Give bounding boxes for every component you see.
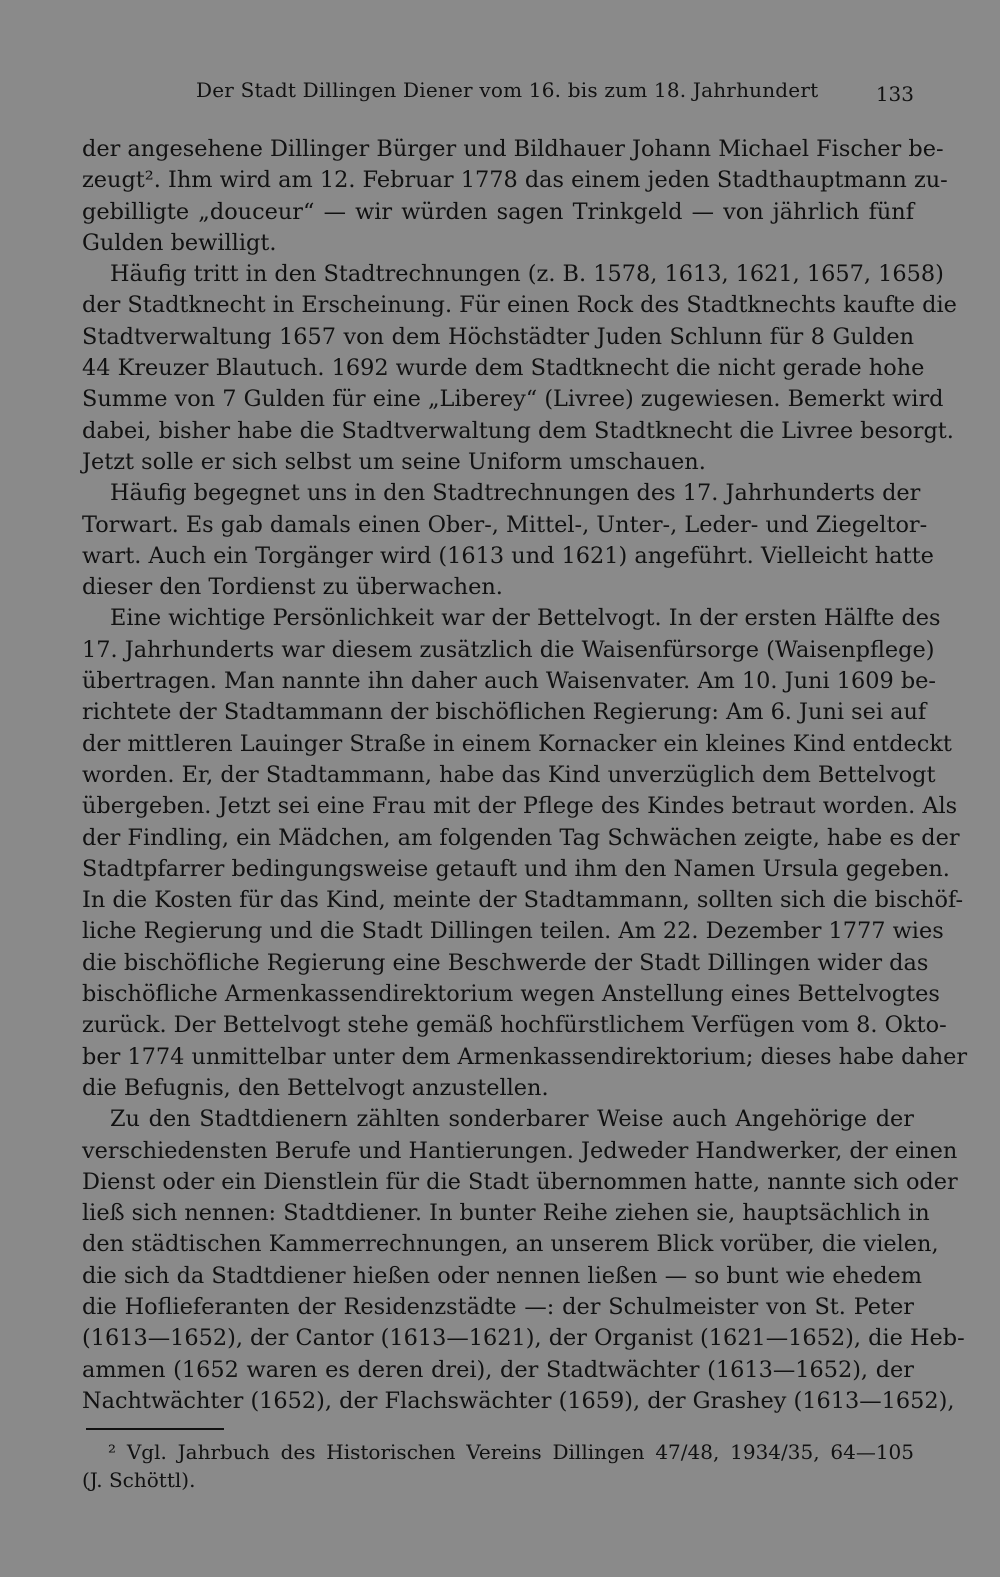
text-line: den städtischen Kammerrechnungen, an unserem Blick vorüber, die vielen, xyxy=(82,1231,939,1258)
text-line: Jetzt solle er sich selbst um seine Uniform umschauen. xyxy=(82,448,706,475)
text-line: Dienst oder ein Dienstlein für die Stadt übernommen hatte, nannte sich oder xyxy=(82,1168,958,1195)
text-line: Häufig begegnet uns in den Stadtrechnungen des 17. Jahrhunderts der xyxy=(110,480,921,507)
text-fragment: Ihm wird am 12. Februar 1778 das einem jeden Stadthauptmann zu- xyxy=(168,167,948,194)
footnote-divider xyxy=(86,1428,224,1430)
text-line: richtete der Stadtammann der bischöflichen Regierung: Am 6. Juni sei auf xyxy=(82,699,927,726)
body-text xyxy=(82,134,968,1417)
text-line: wart. Auch ein Torgänger wird (1613 und 1621) angeführt. Vielleicht hatte xyxy=(82,542,934,569)
text-line xyxy=(82,165,948,196)
text-line: Eine wichtige Persönlichkeit war der Bettelvogt. In der ersten Hälfte des xyxy=(110,605,941,632)
text-line: liche Regierung und die Stadt Dillingen teilen. Am 22. Dezember 1777 wies xyxy=(82,918,944,945)
text-line: Stadtpfarrer bedingungsweise getauft und ihm den Namen Ursula gegeben. xyxy=(82,855,950,882)
text-line: der mittleren Lauinger Straße in einem Kornacker ein kleines Kind entdeckt xyxy=(82,730,952,757)
text-line: zurück. Der Bettelvogt stehe gemäß hochfürstlichem Verfügen vom 8. Okto- xyxy=(82,1012,947,1039)
text-line: der angesehene Dillinger Bürger und Bildhauer Johann Michael Fischer be- xyxy=(82,136,944,162)
text-line: Summe von 7 Gulden für eine „Liberey“ (Livree) zugewiesen. Bemerkt wird xyxy=(82,386,944,413)
text-line: der Stadtknecht in Erscheinung. Für einen Rock des Stadtknechts kaufte die xyxy=(82,292,957,319)
text-line: 44 Kreuzer Blautuch. 1692 wurde dem Stadtknecht die nicht gerade hohe xyxy=(82,355,925,382)
text-line: Gulden bewilligt. xyxy=(82,229,277,256)
text-line: Zu den Stadtdienern zählten sonderbarer Weise auch Angehörige der xyxy=(110,1106,914,1133)
text-line: die sich da Stadtdiener hießen oder nennen ließen — so bunt wie ehedem xyxy=(82,1262,923,1289)
footnote-line: (J. Schöttl). xyxy=(82,1468,196,1492)
text-line: ammen (1652 waren es deren drei), der Stadtwächter (1613—1652), der xyxy=(82,1356,914,1383)
text-line: dieser den Tordienst zu überwachen. xyxy=(82,574,503,601)
text-line: 17. Jahrhunderts war diesem zusätzlich die Waisenfürsorge (Waisenpflege) xyxy=(82,636,935,663)
text-line: verschiedensten Berufe und Hantierungen. Jedweder Handwerker, der einen xyxy=(82,1137,958,1164)
running-title: Der Stadt Dillingen Diener vom 16. bis zum 18. Jahrhundert xyxy=(196,78,819,102)
text-line: In die Kosten für das Kind, meinte der Stadtammann, sollten sich die bischöf- xyxy=(82,887,964,914)
footnotes xyxy=(82,1438,914,1494)
footnote-line: ² Vgl. Jahrbuch des Historischen Vereins Dillingen 47/48, 1934/35, 64—105 xyxy=(108,1440,914,1464)
text-line: dabei, bisher habe die Stadtverwaltung dem Stadtknecht die Livree besorgt. xyxy=(82,417,954,444)
text-line: übergeben. Jetzt sei eine Frau mit der Pflege des Kindes betraut worden. Als xyxy=(82,793,958,820)
text-line: (1613—1652), der Cantor (1613—1621), der Organist (1621—1652), die Heb- xyxy=(82,1325,965,1352)
text-line: worden. Er, der Stadtammann, habe das Kind unverzüglich dem Bettelvogt xyxy=(82,761,936,788)
text-line: Torwart. Es gab damals einen Ober-, Mittel-, Unter-, Leder- und Ziegeltor- xyxy=(82,511,928,538)
text-line: ber 1774 unmittelbar unter dem Armenkassendirektorium; dieses habe daher xyxy=(82,1043,968,1070)
text-line: Stadtverwaltung 1657 von dem Höchstädter Juden Schlunn für 8 Gulden xyxy=(82,323,914,350)
text-line: ließ sich nennen: Stadtdiener. In bunter Reihe ziehen sie, hauptsächlich in xyxy=(82,1200,930,1227)
text-line: der Findling, ein Mädchen, am folgenden Tag Schwächen zeigte, habe es der xyxy=(82,824,960,851)
page-number: 133 xyxy=(875,82,914,106)
text-line: bischöfliche Armenkassendirektorium wegen Anstellung eines Bettelvogtes xyxy=(82,981,940,1008)
text-line: die Befugnis, den Bettelvogt anzustellen. xyxy=(82,1074,549,1101)
text-line: die Hoflieferanten der Residenzstädte —: der Schulmeister von St. Peter xyxy=(82,1293,914,1320)
text-line: Häufig tritt in den Stadtrechnungen (z. B. 1578, 1613, 1621, 1657, 1658) xyxy=(110,261,944,288)
text-line: übertragen. Man nannte ihn daher auch Waisenvater. Am 10. Juni 1609 be- xyxy=(82,668,936,695)
text-line: gebilligte „douceur“ — wir würden sagen Trinkgeld — von jährlich fünf xyxy=(82,198,914,225)
text-line: Nachtwächter (1652), der Flachswächter (1659), der Grashey (1613—1652), xyxy=(82,1387,955,1414)
text-line: die bischöfliche Regierung eine Beschwerde der Stadt Dillingen wider das xyxy=(82,949,929,976)
text-fragment: zeugt². xyxy=(82,167,161,194)
